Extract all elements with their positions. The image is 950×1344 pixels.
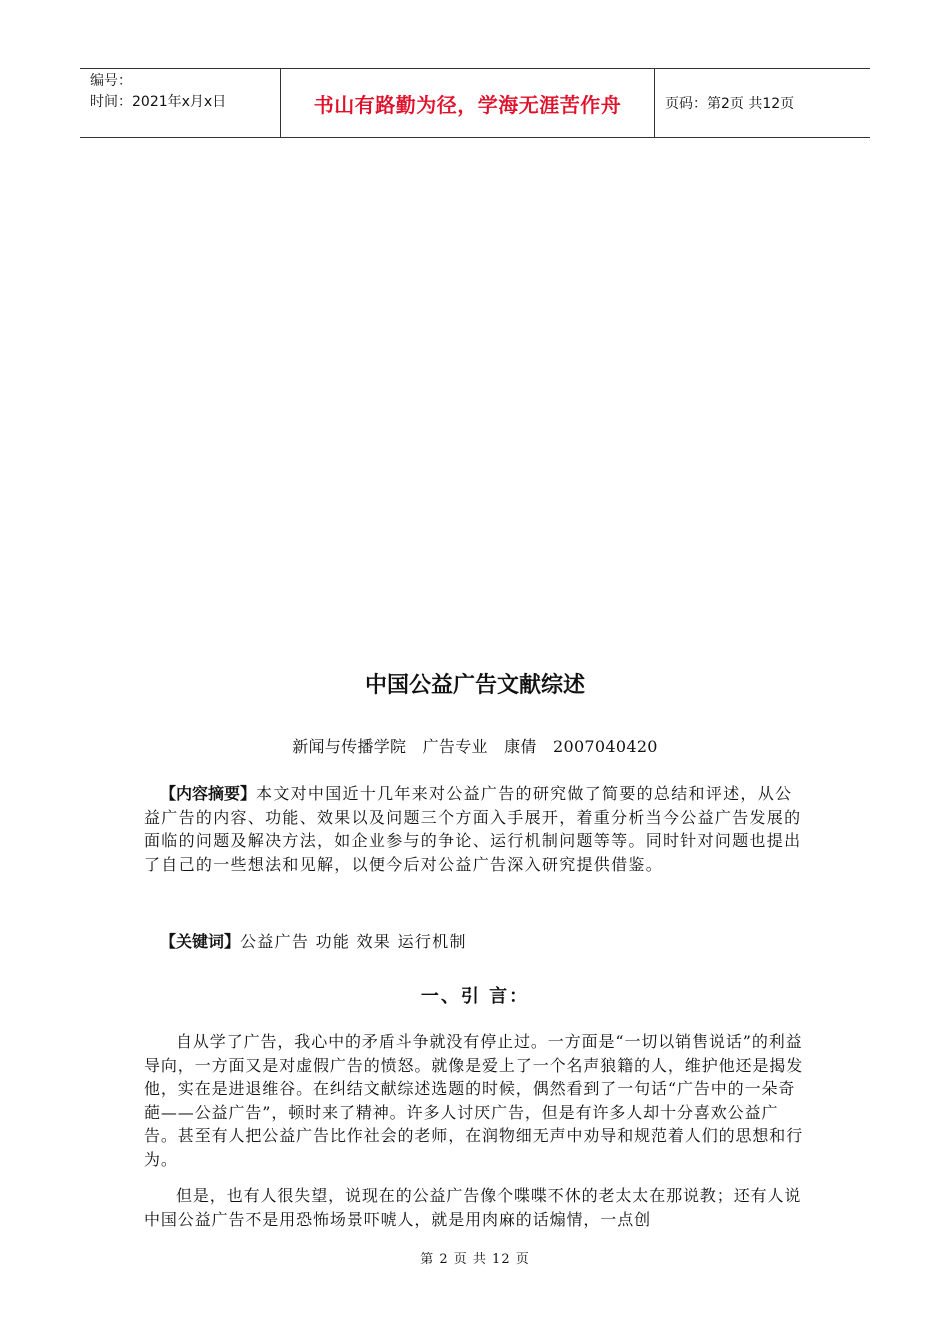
abstract-text: 本文对中国近十几年来对公益广告的研究做了简要的总结和评述，从公益广告的内容、功能、效果以及问题三个方面入手展开，着重分析当今公益广告发展的面临的问题及解决方法，如企业参与的争论、运行机制问题等等。同时针对问题也提出了自己的一些想法和见解，以便今后对公益广告深入研究提供借鉴。: [144, 784, 802, 874]
page-footer: 第 2 页 共 12 页: [420, 1252, 530, 1267]
keywords-text: 公益广告 功能 效果 运行机制: [240, 932, 467, 951]
author-byline: 新闻与传播学院 广告专业 康倩 2007040420: [292, 737, 658, 756]
time-label: 时间：2021年x月x日: [90, 94, 227, 110]
page-header: [80, 68, 870, 138]
body-paragraph-2: 但是，也有人很失望，说现在的公益广告像个喋喋不休的老太太在那说教；还有人说中国公益广告不是用恐怖场景吓唬人，就是用肉麻的话煽情，一点创: [144, 1186, 802, 1229]
document-title: 中国公益广告文献综述: [364, 673, 585, 698]
keywords-line: [144, 930, 806, 954]
keywords-label: 【关键词】: [160, 932, 241, 951]
section-heading: 一、引 言：: [420, 986, 530, 1007]
header-meta: [80, 69, 281, 137]
abstract-paragraph: [144, 782, 806, 876]
abstract-label: 【内容摘要】: [160, 784, 257, 803]
header-page-info: 页码：第2页 共12页: [665, 96, 795, 112]
body-paragraph-1: 自从学了广告，我心中的矛盾斗争就没有停止过。一方面是“一切以销售说话”的利益导向，一方面又是对虚假广告的愤怒。就像是爱上了一个名声狼籍的人，维护他还是揭发他，实在是进退维谷。在纠结文献综述选题的时候，偶然看到了一句话“广告中的一朵奇葩——公益广告”，顿时来了精神。许多人讨厌广告，但是有许多人却十分喜欢公益广告。甚至有人把公益广告比作社会的老师，在润物细无声中劝导和规范着人们的思想和行为。: [144, 1032, 804, 1169]
header-motto: 书山有路勤为径，学海无涯苦作舟: [281, 69, 655, 137]
number-label: 编号：: [90, 73, 132, 89]
